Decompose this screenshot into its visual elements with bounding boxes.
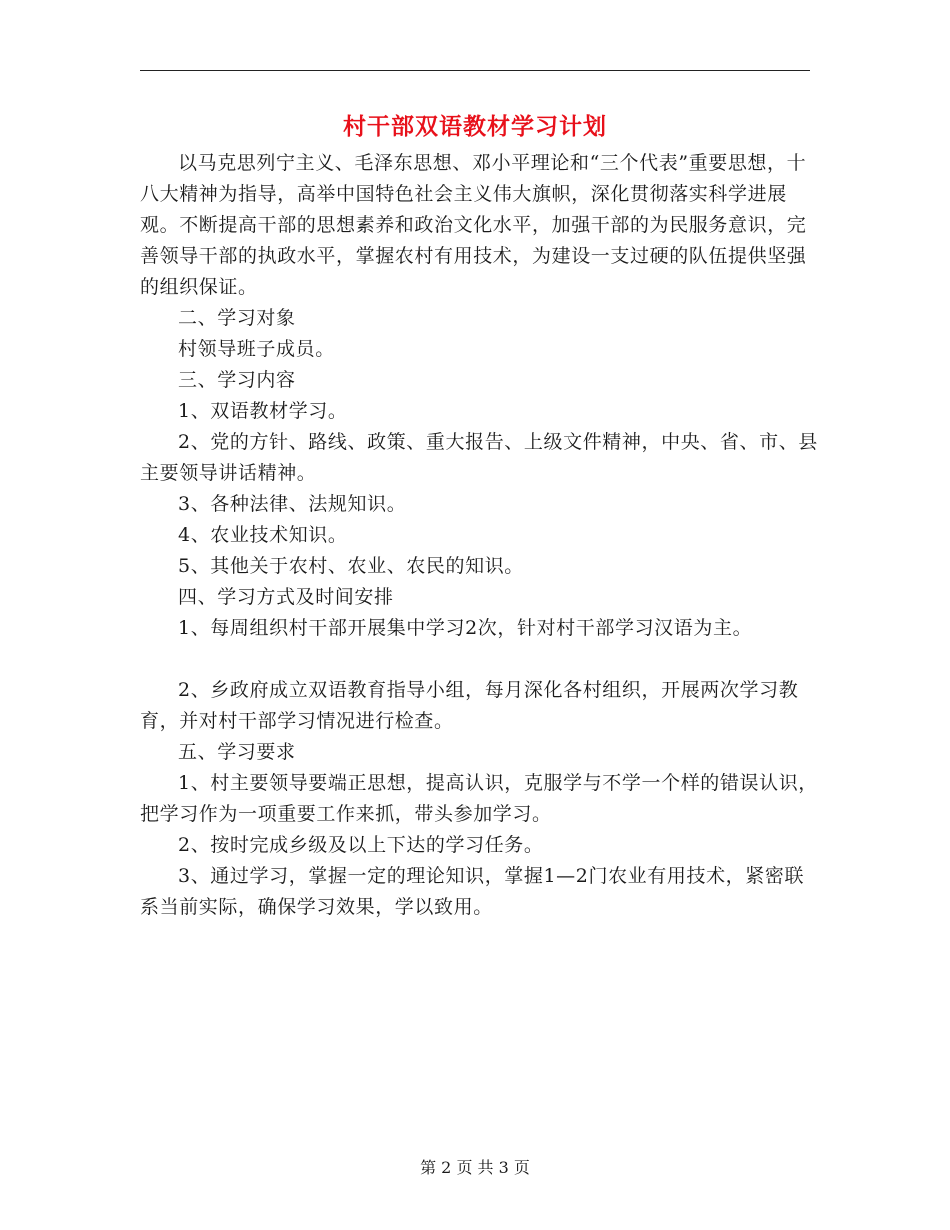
document-body [140,148,820,923]
list-item-requirement-2: 2、按时完成乡级及以上下达的学习任务。 [178,834,544,856]
page-number-footer: 第 2 页 共 3 页 [420,1158,530,1177]
header-rule [140,70,810,71]
heading-study-content: 三、学习内容 [178,369,296,391]
list-item-content-5: 5、其他关于农村、农业、农民的知识。 [178,555,524,577]
list-item-method-2: 2、乡政府成立双语教育指导小组，每月深化各村组织，开展两次学习教育，并对村干部学习情况进行检查。 [140,679,799,732]
heading-study-method: 四、学习方式及时间安排 [178,586,394,608]
paragraph-study-target: 村领导班子成员。 [178,338,335,360]
list-item-content-1: 1、双语教材学习。 [178,400,348,422]
paragraph-intro: 以马克思列宁主义、毛泽东思想、邓小平理论和“三个代表”重要思想，十八大精神为指导，高举中国特色社会主义伟大旗帜，深化贯彻落实科学进展观。不断提高干部的思想素养和政治文化水平，加强干部的为民服务意识，完善领导干部的执政水平，掌握农村有用技术，为建设一支过硬的队伍提供坚强的组织保证。 [140,152,807,298]
list-item-content-3: 3、各种法律、法规知识。 [178,493,407,515]
list-item-content-4: 4、农业技术知识。 [178,524,348,546]
list-item-requirement-3: 3、通过学习，掌握一定的理论知识，掌握1—2门农业有用技术，紧密联系当前实际，确保学习效果，学以致用。 [140,865,805,918]
list-item-method-1: 1、每周组织村干部开展集中学习2次，针对村干部学习汉语为主。 [178,617,753,639]
document-title: 村干部双语教材学习计划 [343,114,607,140]
list-item-content-2: 2、党的方针、路线、政策、重大报告、上级文件精神，中央、省、市、县主要领导讲话精神。 [140,431,818,484]
heading-study-target: 二、学习对象 [178,307,296,329]
heading-study-requirements: 五、学习要求 [178,741,296,763]
list-item-requirement-1: 1、村主要领导要端正思想，提高认识，克服学与不学一个样的错误认识，把学习作为一项重要工作来抓，带头参加学习。 [140,772,818,825]
